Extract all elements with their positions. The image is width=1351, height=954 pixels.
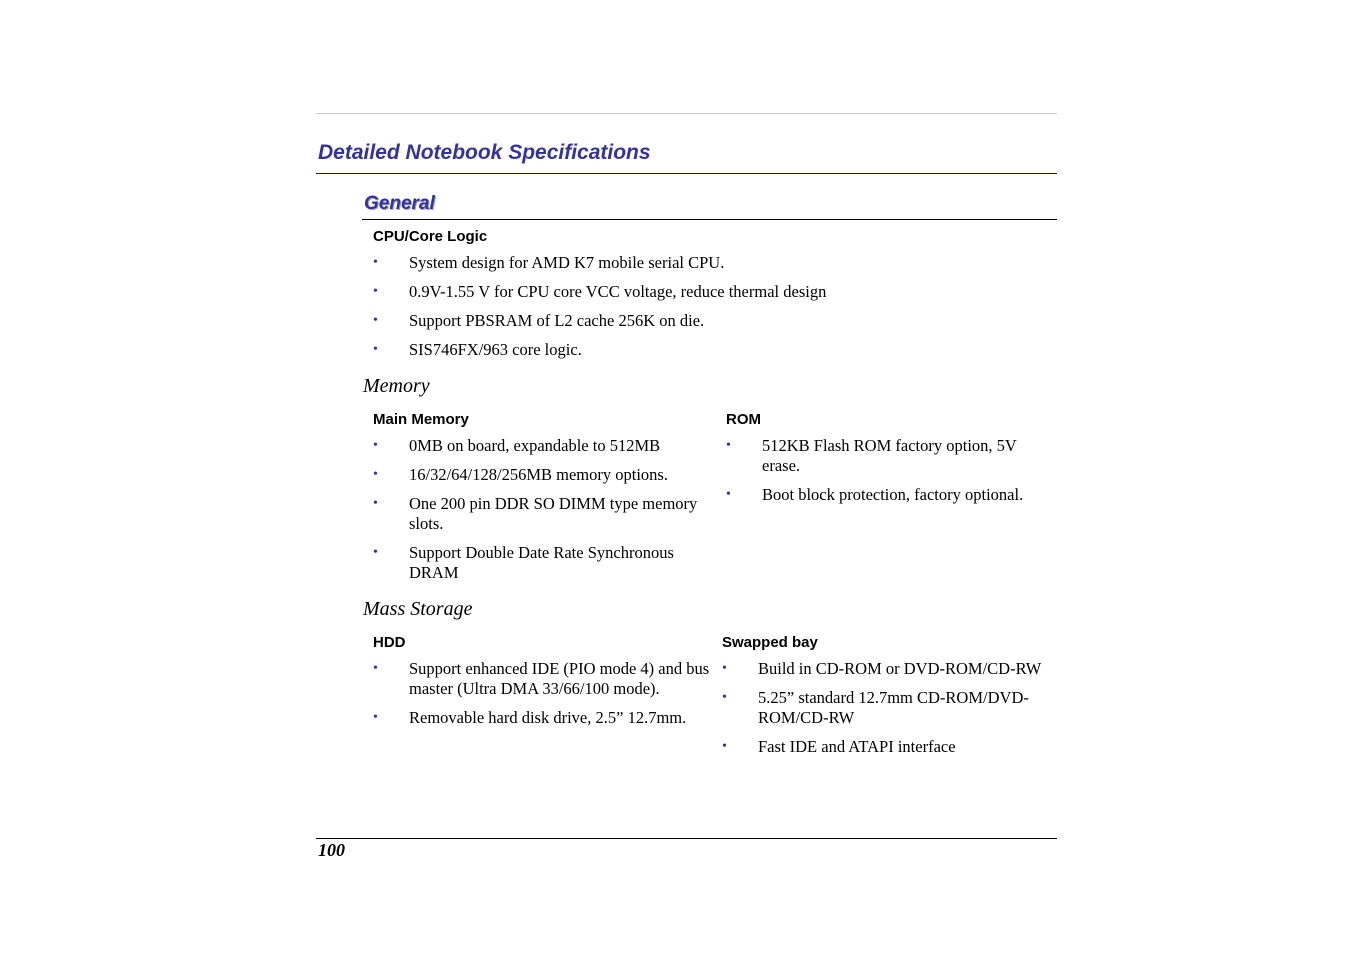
general-underline: [362, 219, 1057, 220]
swapped-bay-heading: Swapped bay: [722, 634, 818, 651]
page-number: 100: [318, 840, 345, 860]
list-item: • Fast IDE and ATAPI interface: [722, 737, 956, 756]
rom-heading: ROM: [726, 411, 761, 428]
bullet-icon: •: [373, 710, 378, 725]
bullet-icon: •: [722, 661, 727, 676]
list-item: • Support enhanced IDE (PIO mode 4) and bus master (Ultra DMA 33/66/100 mode).: [373, 659, 710, 698]
main-memory-list: [373, 436, 708, 592]
bullet-icon: •: [373, 255, 378, 270]
list-item: • 5.25” standard 12.7mm CD-ROM/DVD-ROM/CD-RW: [722, 688, 1029, 727]
title-underline: [316, 173, 1057, 174]
bullet-icon: •: [373, 438, 378, 453]
main-memory-heading: Main Memory: [373, 411, 469, 428]
list-item: • Build in CD-ROM or DVD-ROM/CD-RW: [722, 659, 1042, 678]
list-item: • Support PBSRAM of L2 cache 256K on die.: [373, 311, 705, 330]
swapped-bay-list: [722, 659, 1052, 766]
bullet-icon: •: [373, 467, 378, 482]
list-item: • 0MB on board, expandable to 512MB: [373, 436, 661, 455]
bullet-icon: •: [722, 690, 727, 705]
list-item: • Support Double Date Rate Synchronous DRAM: [373, 543, 674, 582]
list-item: • Boot block protection, factory optional.: [726, 485, 1024, 504]
bullet-icon: •: [373, 496, 378, 511]
hdd-list: [373, 659, 713, 737]
memory-heading: Memory: [363, 375, 430, 397]
header-rule: [316, 113, 1057, 114]
list-item: • System design for AMD K7 mobile serial CPU.: [373, 253, 725, 272]
list-item: • SIS746FX/963 core logic.: [373, 340, 582, 359]
general-heading: General: [364, 193, 435, 214]
list-item: • 512KB Flash ROM factory option, 5V erase.: [726, 436, 1017, 475]
list-item: • 0.9V-1.55 V for CPU core VCC voltage, reduce thermal design: [373, 282, 827, 301]
bullet-icon: •: [373, 313, 378, 328]
bullet-icon: •: [726, 438, 731, 453]
bullet-icon: •: [373, 284, 378, 299]
cpu-list: [373, 253, 933, 369]
hdd-heading: HDD: [373, 634, 406, 651]
mass-storage-heading: Mass Storage: [363, 598, 473, 620]
list-item: • 16/32/64/128/256MB memory options.: [373, 465, 668, 484]
bullet-icon: •: [726, 487, 731, 502]
page-title: Detailed Notebook Specifications: [318, 141, 651, 164]
bullet-icon: •: [373, 342, 378, 357]
footer-rule: [316, 838, 1057, 839]
bullet-icon: •: [722, 739, 727, 754]
rom-list: [726, 436, 1046, 514]
bullet-icon: •: [373, 545, 378, 560]
list-item: • One 200 pin DDR SO DIMM type memory slots.: [373, 494, 698, 533]
bullet-icon: •: [373, 661, 378, 676]
list-item: • Removable hard disk drive, 2.5” 12.7mm.: [373, 708, 687, 727]
cpu-core-logic-heading: CPU/Core Logic: [373, 228, 488, 245]
